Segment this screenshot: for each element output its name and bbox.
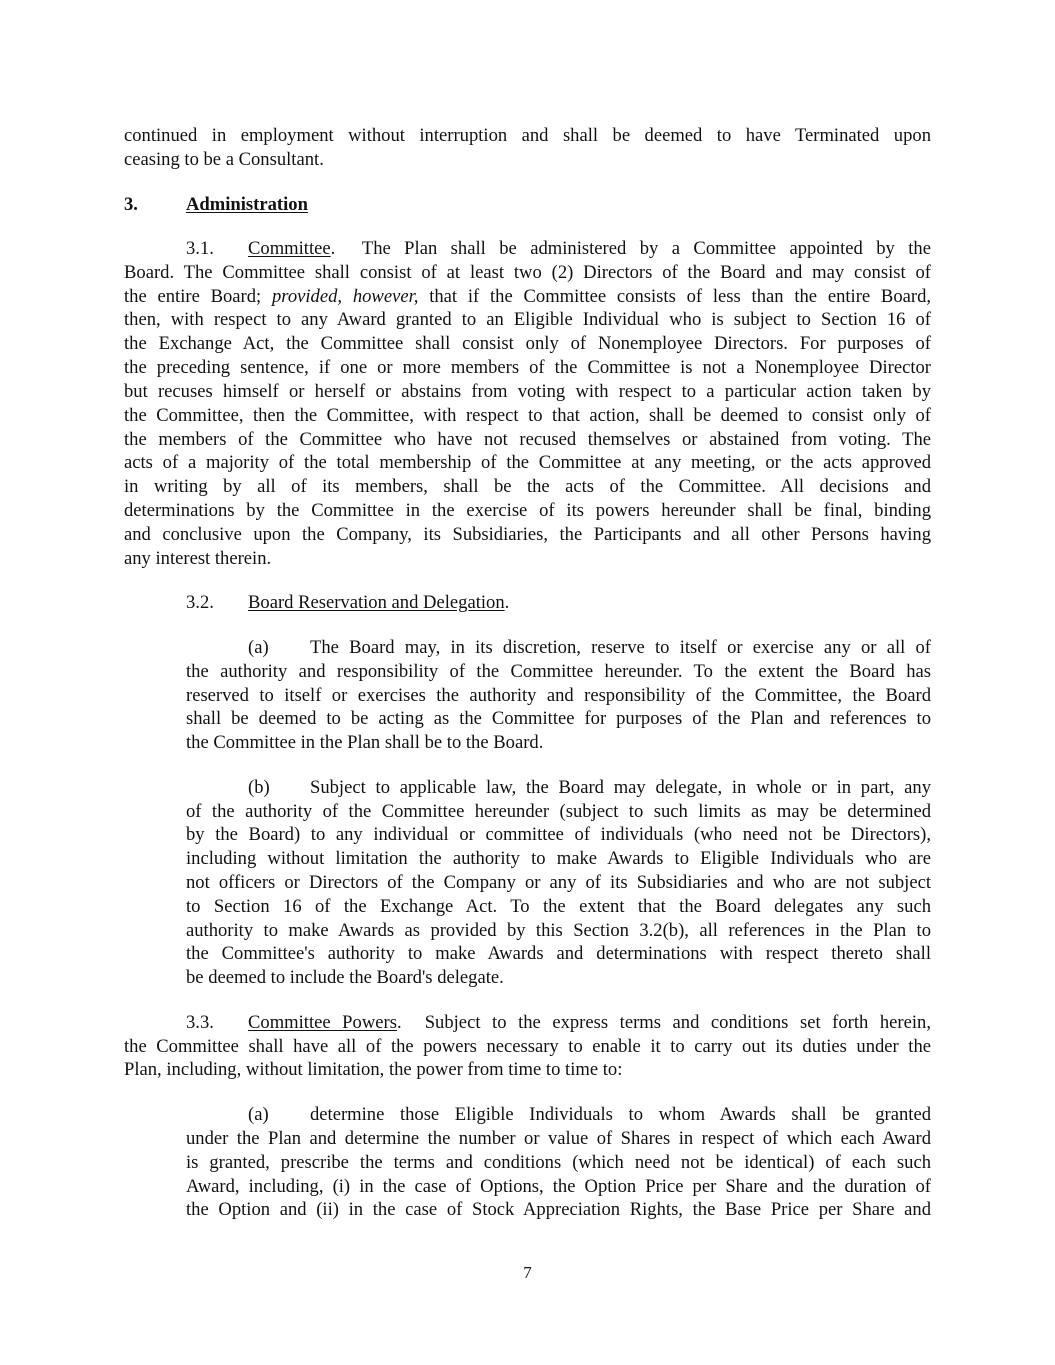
subsection-3-3-first-line: 3.3. Committee Powers. Subject to the express terms and conditions set forth herein,	[186, 1012, 931, 1033]
intro-line: continued in employment without interruption and shall be deemed to have Terminated upon	[124, 125, 931, 146]
paragraph-line: determinations by the Committee in the exercise of its powers hereunder shall be final, binding	[124, 500, 931, 521]
clause-label: (a)	[248, 637, 269, 658]
subsection-title: Committee Powers	[248, 1012, 397, 1033]
clause-label: (b)	[248, 777, 270, 798]
paragraph-line: be deemed to include the Board's delegate.	[186, 967, 504, 988]
paragraph-line: but recuses himself or herself or abstains from voting with respect to a particular action taken by	[124, 381, 931, 402]
paragraph-line: under the Plan and determine the number or value of Shares in respect of which each Award	[186, 1128, 931, 1149]
paragraph-line: the Committee in the Plan shall be to the Board.	[186, 732, 544, 753]
paragraph-line: shall be deemed to be acting as the Committee for purposes of the Plan and references to	[186, 708, 931, 729]
section-title: Administration	[186, 194, 308, 215]
clause-3-2-a-first-line: (a) The Board may, in its discretion, reserve to itself or exercise any or all of	[248, 637, 931, 658]
paragraph-line: the Committee shall have all of the powers necessary to enable it to carry out its duties under the	[124, 1036, 931, 1057]
paragraph-line: including without limitation the authority to make Awards to Eligible Individuals who are	[186, 848, 931, 869]
subsection-title: Board Reservation and Delegation	[248, 592, 505, 613]
paragraph-line: the preceding sentence, if one or more members of the Committee is not a Nonemployee Director	[124, 357, 931, 378]
paragraph-line: to Section 16 of the Exchange Act. To the extent that the Board delegates any such	[186, 896, 931, 917]
paragraph-line: any interest therein.	[124, 548, 272, 569]
paragraph-line: the entire Board; provided, however, that if the Committee consists of less than the entire Board,	[124, 286, 932, 307]
section-heading	[124, 193, 931, 217]
subsection-number: 3.1.	[186, 238, 214, 259]
paragraph-line: reserved to itself or exercises the authority and responsibility of the Committee, the Board	[186, 685, 931, 706]
paragraph-line: Award, including, (i) in the case of Options, the Option Price per Share and the duration of	[186, 1176, 931, 1197]
paragraph-line: the authority and responsibility of the Committee hereunder. To the extent the Board has	[186, 661, 931, 682]
paragraph-line: and conclusive upon the Company, its Subsidiaries, the Participants and all other Persons having	[124, 524, 931, 545]
subsection-number: 3.2.	[186, 592, 214, 613]
paragraph-line: acts of a majority of the total membership of the Committee at any meeting, or the acts approved	[124, 452, 931, 473]
subsection-number: 3.3.	[186, 1012, 214, 1033]
paragraph-line: authority to make Awards as provided by this Section 3.2(b), all references in the Plan to	[186, 920, 931, 941]
paragraph-line: the Committee, then the Committee, with respect to that action, shall be deemed to consist only of	[124, 405, 931, 426]
paragraph-line: the Committee's authority to make Awards and determinations with respect thereto shall	[186, 943, 931, 964]
paragraph-line: is granted, prescribe the terms and conditions (which need not be identical) of each such	[186, 1152, 931, 1173]
paragraph-line: then, with respect to any Award granted to an Eligible Individual who is subject to Section 16 of	[124, 309, 931, 330]
section-number: 3.	[124, 194, 138, 215]
clause-3-2-b-first-line: (b) Subject to applicable law, the Board may delegate, in whole or in part, any	[248, 777, 931, 798]
italic-proviso: provided, however,	[272, 286, 419, 307]
subsection-title: Committee	[248, 238, 331, 259]
paragraph-line: Board. The Committee shall consist of at least two (2) Directors of the Board and may consist of	[124, 262, 931, 283]
paragraph-line: the Option and (ii) in the case of Stock Appreciation Rights, the Base Price per Share and	[186, 1199, 931, 1220]
paragraph-line: of the authority of the Committee hereunder (subject to such limits as may be determined	[186, 801, 931, 822]
paragraph-line: by the Board) to any individual or committee of individuals (who need not be Directors),	[186, 824, 931, 845]
paragraph-line: the Exchange Act, the Committee shall consist only of Nonemployee Directors. For purposes of	[124, 333, 931, 354]
intro-line: ceasing to be a Consultant.	[124, 149, 324, 170]
paragraph-line: not officers or Directors of the Company or any of its Subsidiaries and who are not subject	[186, 872, 931, 893]
paragraph-line: in writing by all of its members, shall be the acts of the Committee. All decisions and	[124, 476, 931, 497]
subsection-3-2-heading: 3.2. Board Reservation and Delegation.	[186, 592, 510, 613]
clause-label: (a)	[248, 1104, 269, 1125]
paragraph-line: Plan, including, without limitation, the power from time to time to:	[124, 1059, 623, 1080]
page-number: 7	[523, 1263, 532, 1282]
paragraph-line: the members of the Committee who have not recused themselves or abstained from voting. The	[124, 429, 931, 450]
subsection-3-1-first-line: 3.1. Committee. The Plan shall be administered by a Committee appointed by the	[186, 238, 931, 259]
clause-3-3-a-first-line: (a) determine those Eligible Individuals to whom Awards shall be granted	[248, 1104, 931, 1125]
